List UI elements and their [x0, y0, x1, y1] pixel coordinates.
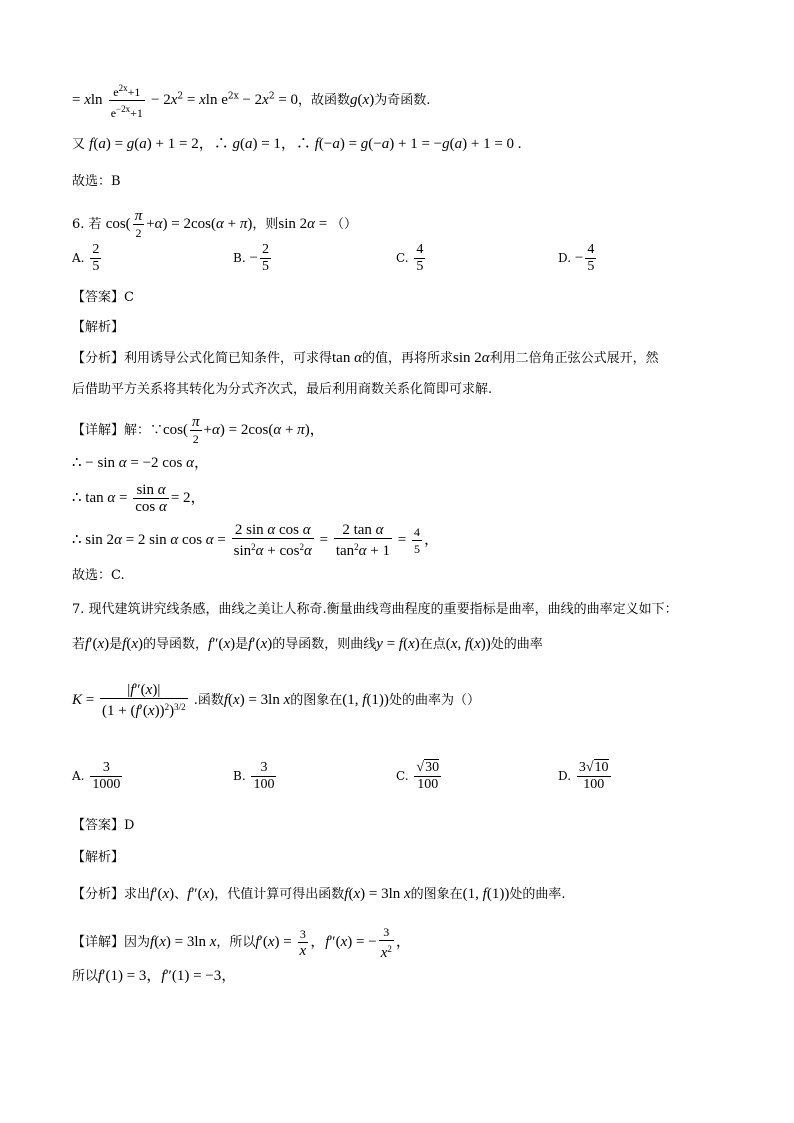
q7-answer: 【答案】D	[72, 818, 135, 833]
q6-fenxi-2: 后借助平方关系将其转化为分式齐次式，最后利用商数关系化简即可求解.	[72, 382, 493, 397]
fraction: $\frac{e^{2x}+1}{e^{-2x}+1}$	[109, 80, 145, 121]
q6-analysis-heading: 【解析】	[72, 320, 125, 335]
solution-line-2: 又 f(a) = g(a) + 1 = 2，∴ g(a) = 1，∴ f(−a) = g(−a) + 1 = −g(a) + 1 = 0 .	[72, 136, 522, 152]
question-7-line-2: 若f′(x)是f(x)的导函数，f″(x)是f′(x)的导函数，则曲线y = f(x)在点(x, f(x))处的曲率	[72, 636, 543, 652]
solution-line-1: = xln $\frac{e^{2x}+1}{e^{-2x}+1}$ − $2x^2 = xln$ $e^{2x} - 2x^2 = 0$，故函数g(x)为奇函数.	[72, 80, 430, 121]
q6-option-c[interactable]: C. $\frac{4}{5}$	[396, 242, 424, 274]
q7-option-d[interactable]: D. $\frac{3√10}{100}$	[558, 760, 609, 792]
q7-option-a[interactable]: A. $\frac{3}{1000}$	[72, 760, 121, 792]
q7-analysis-heading: 【解析】	[72, 850, 125, 865]
q7-detail: 【详解】因为f(x) = 3ln x，所以f′(x) = $\frac{3}{x}$ ，f″(x) = − $\frac{3}{x^2}$ ，	[72, 925, 411, 961]
q6-detail: 【详解】解：∵cos( $\frac{\pi}{2}$ +α) = 2cos(α + π)，	[72, 414, 325, 446]
q6-step-1: ∴ − sin α = −2 cos α，	[72, 455, 209, 471]
fraction: $\frac{\pi}{2}$	[134, 208, 143, 240]
question-7-line-1: 7. 现代建筑讲究线条感，曲线之美让人称奇.衡量曲线弯曲程度的重要指标是曲率，曲线的曲率定义如下：	[72, 602, 678, 617]
q6-option-a[interactable]: A. $\frac{2}{5}$	[72, 242, 100, 274]
q7-last: 所以f′(1) = 3，f″(1) = −3，	[72, 968, 237, 984]
q6-step-3: ∴ sin 2α = 2 sin α cos α = $\frac{\text{2 sin α cos α}}{\sin^2\alpha + \cos^2\alpha}$ = $\frac{\text{2 tan α}}{\tan^2\alpha + 1}$ = $\frac{4}{5}$ ，	[72, 522, 439, 559]
choice-line: 故选：B	[72, 174, 121, 189]
q6-option-b[interactable]: B. − $\frac{2}{5}$	[233, 242, 269, 274]
q6-answer: 【答案】C	[72, 290, 134, 305]
question-6: 6. 若 cos( $\frac{\pi}{2}$ +α) = 2cos(α + π)，则sin 2α = （）	[72, 208, 357, 240]
q7-fenxi: 【分析】求出f′(x)、f″(x)，代值计算可得出函数f(x) = 3ln x的图象在(1, f(1))处的曲率.	[72, 886, 566, 902]
q7-option-b[interactable]: B. $\frac{3}{100}$	[233, 760, 275, 792]
question-7-line-3: K = $\frac{|f''(x)|}{(1 + (f'(x))^2)^{3/2}}$ .函数f(x) = 3ln x的图象在(1, f(1))处的曲率为（）	[72, 682, 480, 719]
q6-choose: 故选：C.	[72, 568, 125, 583]
q6-fenxi-1: 【分析】利用诱导公式化简已知条件，可求得tan α的值，再将所求sin 2α利用二倍角正弦公式展开，然	[72, 350, 659, 366]
q6-option-d[interactable]: D. − $\frac{4}{5}$	[558, 242, 595, 274]
q7-option-c[interactable]: C. $\frac{√30}{100}$	[396, 760, 440, 792]
q6-step-2: ∴ tan α = $\frac{\text{sin α}}{\text{cos α}}$ = 2，	[72, 482, 206, 515]
